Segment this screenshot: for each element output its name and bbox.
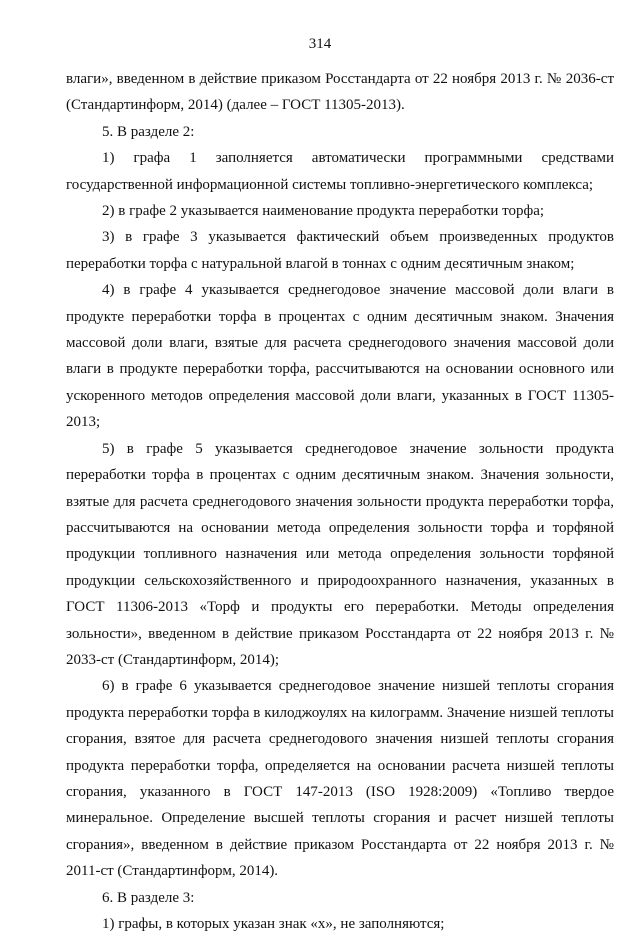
section-5-item-3: 3) в графе 3 указывается фактический объем произведенных продуктов переработки торфа с натуральной влагой в тоннах с одним десятичным знаком; xyxy=(66,229,614,272)
section-5-item-1: 1) графа 1 заполняется автоматически программными средствами государственной информационной системы топливно-энергетического комплекса; xyxy=(66,150,614,193)
section-5-item-2: 2) в графе 2 указывается наименование продукта переработки торфа; xyxy=(102,203,545,220)
section-6-heading: 6. В разделе 3: xyxy=(102,889,195,906)
document-body xyxy=(66,66,614,937)
section-6-item-1: 1) графы, в которых указан знак «х», не заполняются; xyxy=(102,916,445,932)
section-5-item-6: 6) в графе 6 указывается среднегодовое значение низшей теплоты сгорания продукта переработки торфа в килоджоулях на килограмм. Значение низшей теплоты сгорания, взятое для расчета среднегодового значения низшей теплоты сгорания продукта переработки торфа, определяется на основании расчета низшей теплоты сгорания, указанного в ГОСТ 147-2013 (ISO 1928:2009) «Топливо твердое минеральное. Определение высшей теплоты сгорания и расчет низшей теплоты сгорания», введенном в действие приказом Росстандарта от 22 ноября 2013 г. № 2011-ст (Стандартинформ, 2014). xyxy=(66,678,614,880)
paragraph-continuation: влаги», введенном в действие приказом Росстандарта от 22 ноября 2013 г. № 2036-ст (Стандартинформ, 2014) (далее – ГОСТ 11305-2013). xyxy=(66,71,614,114)
page-number: 314 xyxy=(308,36,332,52)
section-5-item-5: 5) в графе 5 указывается среднегодовое значение зольности продукта переработки торфа в процентах с одним десятичным знаком. Значения зольности, взятые для расчета среднегодового значения зольности продукта переработки торфа, рассчитываются на основании метода определения зольности торфа и торфяной продукции топливного назначения или метода определения зольности торфяной продукции сельскохозяйственного и природоохранного назначения, указанных в ГОСТ 11306-2013 «Торф и продукты его переработки. Методы определения зольности», введенном в действие приказом Росстандарта от 22 ноября 2013 г. № 2033-ст (Стандартинформ, 2014); xyxy=(66,440,614,668)
section-5-item-4: 4) в графе 4 указывается среднегодовое значение массовой доли влаги в продукте переработки торфа в процентах с одним десятичным знаком. Значения массовой доли влаги, взятые для расчета среднегодового значения массовой доли влаги в продукте переработки торфа, рассчитываются на основании основного или ускоренного методов определения массовой доли влаги, указанных в ГОСТ 11305-2013; xyxy=(66,282,614,431)
section-5-heading: 5. В разделе 2: xyxy=(102,123,195,140)
